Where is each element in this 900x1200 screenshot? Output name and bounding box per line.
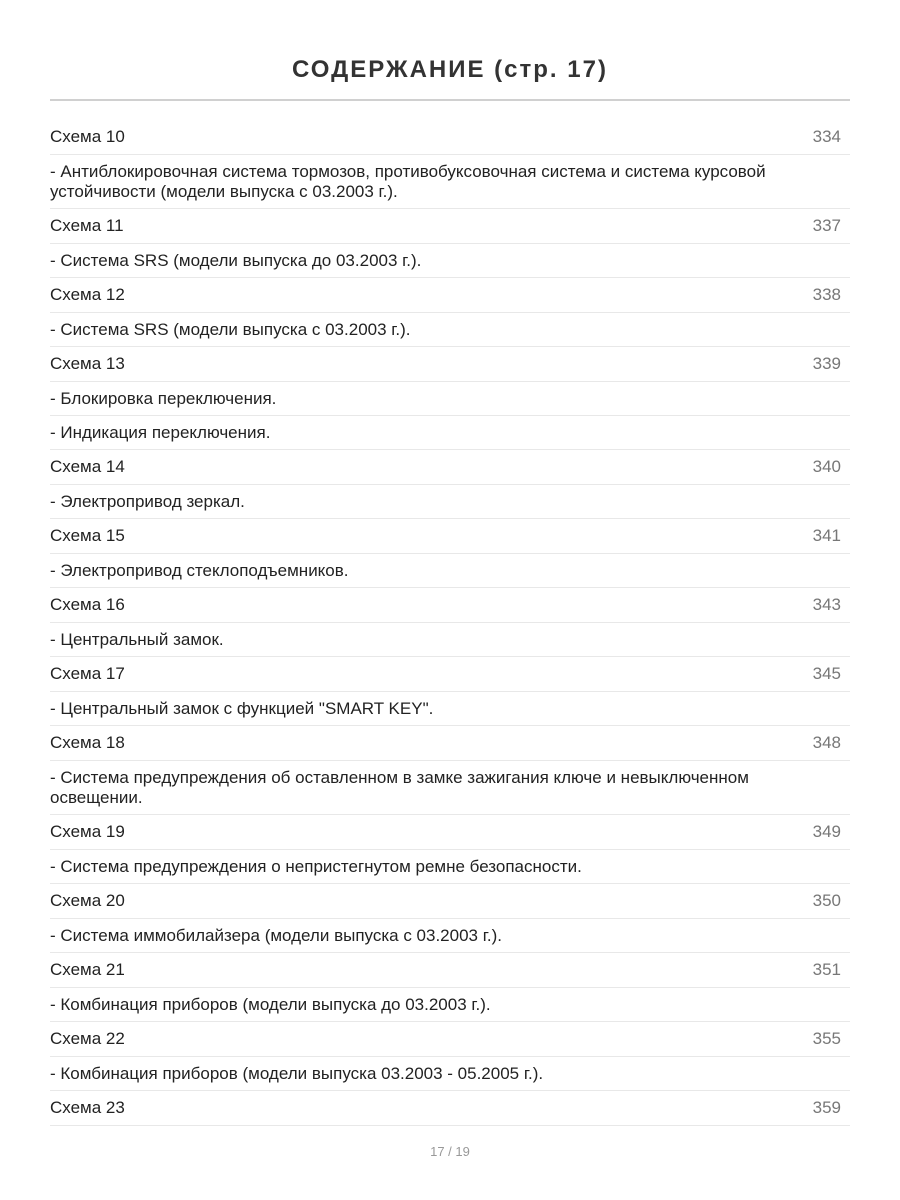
- toc-description-row: [50, 850, 850, 884]
- toc-scheme-row[interactable]: [50, 588, 850, 623]
- toc-description-row: [50, 485, 850, 519]
- page-number: 359: [812, 1098, 841, 1117]
- toc-scheme-row[interactable]: [50, 657, 850, 692]
- scheme-title: Схема 14: [50, 457, 125, 476]
- scheme-title: Схема 19: [50, 822, 125, 841]
- scheme-description: - Электропривод зеркал.: [50, 492, 245, 511]
- scheme-title: Схема 22: [50, 1029, 125, 1048]
- scheme-title: Схема 12: [50, 285, 125, 304]
- scheme-description: - Система предупреждения о непристегнутом ремне безопасности.: [50, 857, 582, 876]
- toc-scheme-row[interactable]: [50, 209, 850, 244]
- scheme-description: - Система SRS (модели выпуска до 03.2003 г.).: [50, 251, 422, 270]
- page-indicator: 17 / 19: [430, 1144, 470, 1159]
- page-number: 355: [812, 1029, 841, 1048]
- page-number: 349: [812, 822, 841, 841]
- toc-description-row: [50, 416, 850, 450]
- toc-description-row: [50, 155, 850, 209]
- scheme-title: Схема 20: [50, 891, 125, 910]
- scheme-title: Схема 17: [50, 664, 125, 683]
- page-number: 338: [812, 285, 841, 304]
- page-number: 345: [812, 664, 841, 683]
- title-divider: [50, 99, 850, 101]
- page-number: 348: [812, 733, 841, 752]
- scheme-description: - Центральный замок с функцией "SMART KEY".: [50, 699, 434, 718]
- toc-scheme-row[interactable]: [50, 815, 850, 850]
- scheme-description: - Блокировка переключения.: [50, 389, 277, 408]
- scheme-title: Схема 18: [50, 733, 125, 752]
- toc-description-row: [50, 692, 850, 726]
- toc-description-row: [50, 554, 850, 588]
- toc-list: [50, 120, 850, 1126]
- scheme-description: - Антиблокировочная система тормозов, противобуксовочная система и система курсовой устойчивости (модели выпуска с 03.2003 г.).: [50, 162, 766, 201]
- page-number: 351: [812, 960, 841, 979]
- toc-scheme-row[interactable]: [50, 450, 850, 485]
- scheme-description: - Центральный замок.: [50, 630, 224, 649]
- toc-scheme-row[interactable]: [50, 884, 850, 919]
- scheme-title: Схема 10: [50, 127, 125, 146]
- page-number: 340: [812, 457, 841, 476]
- scheme-description: - Комбинация приборов (модели выпуска 03.2003 - 05.2005 г.).: [50, 1064, 544, 1083]
- toc-scheme-row[interactable]: [50, 726, 850, 761]
- scheme-title: Схема 23: [50, 1098, 125, 1117]
- scheme-description: - Индикация переключения.: [50, 423, 271, 442]
- scheme-description: - Комбинация приборов (модели выпуска до 03.2003 г.).: [50, 995, 491, 1014]
- toc-description-row: [50, 313, 850, 347]
- toc-description-row: [50, 623, 850, 657]
- scheme-title: Схема 21: [50, 960, 125, 979]
- toc-scheme-row[interactable]: [50, 1091, 850, 1126]
- scheme-description: - Система предупреждения об оставленном в замке зажигания ключе и невыключенном освещении.: [50, 768, 749, 807]
- toc-scheme-row[interactable]: [50, 953, 850, 988]
- page-number: 350: [812, 891, 841, 910]
- toc-scheme-row[interactable]: [50, 1022, 850, 1057]
- scheme-description: - Электропривод стеклоподъемников.: [50, 561, 349, 580]
- toc-scheme-row[interactable]: [50, 519, 850, 554]
- toc-description-row: [50, 988, 850, 1022]
- toc-description-row: [50, 919, 850, 953]
- page-title: СОДЕРЖАНИЕ (стр. 17): [292, 56, 608, 84]
- page-number: 339: [812, 354, 841, 373]
- toc-scheme-row[interactable]: [50, 120, 850, 155]
- scheme-title: Схема 11: [50, 216, 124, 235]
- toc-scheme-row[interactable]: [50, 278, 850, 313]
- toc-description-row: [50, 244, 850, 278]
- scheme-title: Схема 15: [50, 526, 125, 545]
- page-number: 334: [812, 127, 841, 146]
- toc-description-row: [50, 761, 850, 815]
- page-number: 343: [812, 595, 841, 614]
- scheme-description: - Система SRS (модели выпуска с 03.2003 г.).: [50, 320, 411, 339]
- scheme-title: Схема 16: [50, 595, 125, 614]
- toc-scheme-row[interactable]: [50, 347, 850, 382]
- scheme-description: - Система иммобилайзера (модели выпуска с 03.2003 г.).: [50, 926, 502, 945]
- page-number: 337: [812, 216, 841, 235]
- toc-description-row: [50, 382, 850, 416]
- scheme-title: Схема 13: [50, 354, 125, 373]
- toc-description-row: [50, 1057, 850, 1091]
- page-number: 341: [812, 526, 841, 545]
